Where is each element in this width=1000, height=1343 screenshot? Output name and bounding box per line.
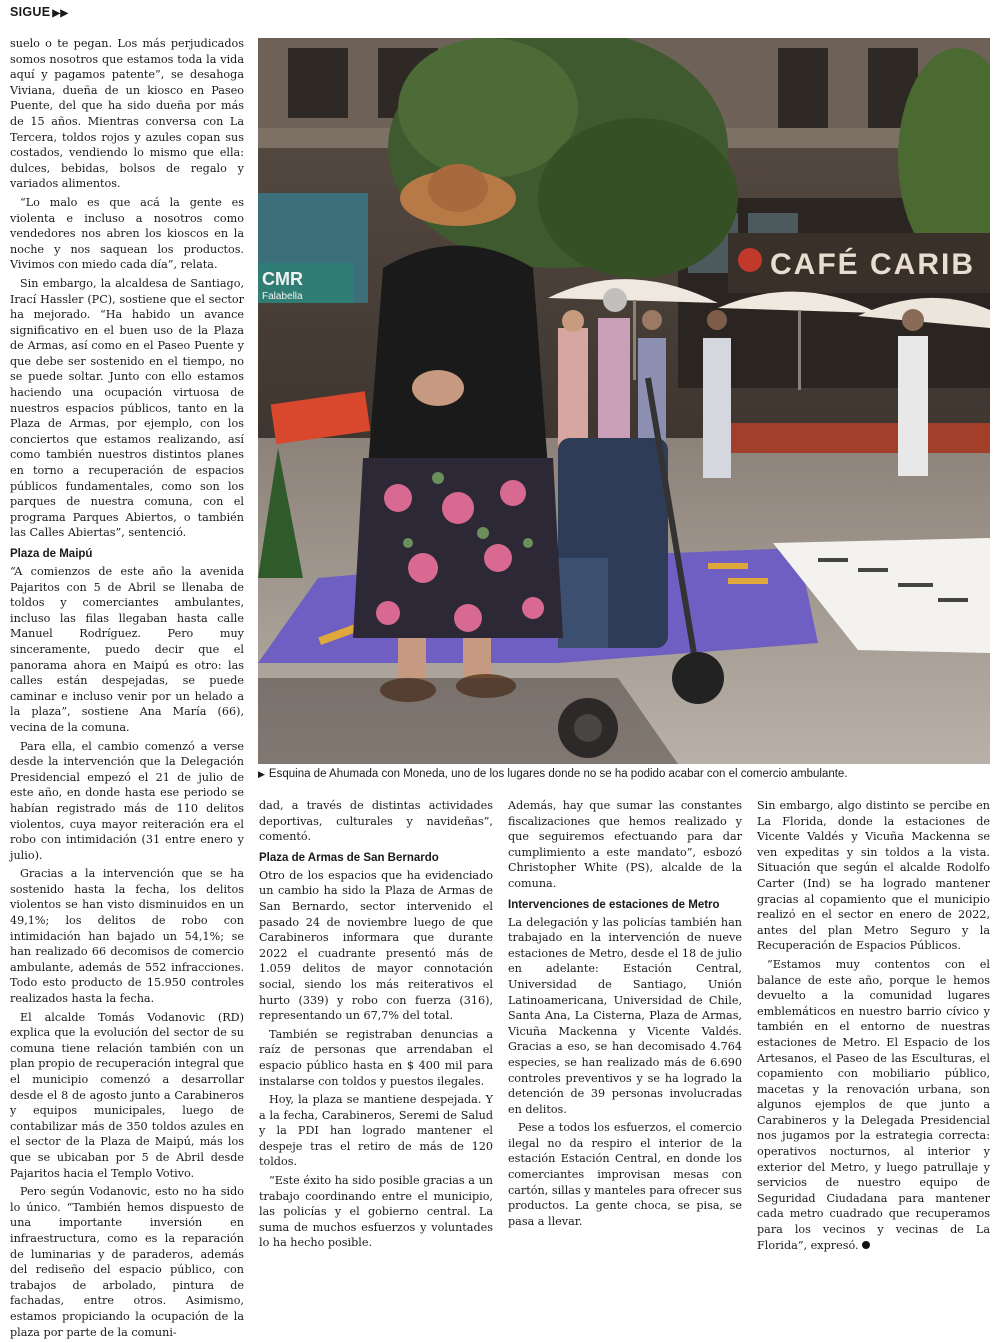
paragraph: dad, a través de distintas actividades deportivas, culturales y navideñas”, comentó. [259, 799, 493, 844]
paragraph: “Este éxito ha sido posible gracias a un trabajo coordinando entre el municipio, las policías y el gobierno central. La suma de muchos esfuerzos y voluntades lo ha hecho posible. [259, 1174, 493, 1250]
article-column-3 [508, 798, 742, 1232]
section-heading-maipu: Plaza de Maipú [10, 548, 93, 560]
paragraph: La delegación y las policías también han trabajado en la intervención de nueve estaciones de Metro, desde el 18 de julio en adelante: Estación Central, Universidad de Santiago, Unión Latinoamericana, Universidad de Chile, Santa Ana, La Cisterna, Plaza de Armas, Vicuña Mackenna y Vicente Valdés. Gracias a eso, se han decomisado 4.764 especies, se han realizado más de 6.690 controles preventivos y se ha logrado la detención de 39 personas involucradas en delitos. [508, 915, 742, 1116]
paragraph: Pese a todos los esfuerzos, el comercio ilegal no da respiro el interior de la estación Estación Central, en donde los comerciantes improvisan mesas con cartón, sillas y manteles para ofrecer sus productos. La gente choca, se pisa, se pasa a llevar. [508, 1121, 742, 1228]
end-of-article-dot-icon [862, 1241, 870, 1249]
paragraph-text: “Estamos muy contentos con el balance de este año, porque le hemos devuelto a la comunidad lugares emblemáticos en nuestro barrio cívico y también en el entorno de nuestras estaciones de Metro. El Espacio de los Artesanos, el Paseo de las Esculturas, el copamiento con mobiliario público, macetas y la renovación urbana, son algunos ejemplos de que junto a Carabineros y la Delegada Presidencial nos jugamos por la estrategia correcta: operativos nocturnos, al interior y exterior del Metro, y luego patrullaje y servicios de nuestro equipo de Seguridad Ciudadana para mantener cada metro cuadrado que recuperamos para los vecinos y vecinas de La Florida”, expresó. [757, 957, 990, 1252]
caption-arrow-icon: ▶ [258, 769, 265, 779]
store-sign-cmr: CMR [262, 269, 303, 289]
continued-text: SIGUE [10, 5, 51, 19]
paragraph: Además, hay que sumar las constantes fiscalizaciones que hemos realizado y que seguiremos efectuando para dar cumplimiento a este mandato”, esbozó Christopher White (PS), alcalde de la comuna. [508, 799, 742, 890]
caption-text: Esquina de Ahumada con Moneda, uno de los lugares donde no se ha podido acabar con el comercio ambulante. [268, 768, 848, 780]
store-sign-falabella: Falabella [262, 291, 303, 302]
paragraph: También se registraban denuncias a raíz de personas que arrendaban el espacio público hasta en $ 400 mil para instalarse con toldos y puestos ilegales. [259, 1027, 493, 1088]
paragraph: “A comienzos de este año la avenida Pajaritos con 5 de Abril se llenaba de toldos y comerciantes ambulantes, incluso las filas llegaban hasta calle Manuel Rodríguez. Pero muy sinceramente, puedo decir que el panorama ahora en Maipú es otro: las calles están despejadas, se puede caminar e incluso venir por un helado a la plaza”, sostiene Ana María (66), vecina de la comuna. [10, 565, 244, 734]
paragraph: Hoy, la plaza se mantiene despejada. Y a la fecha, Carabineros, Seremi de Salud y la PDI han logrado mantener el despeje tras el retiro de más de 120 toldos. [259, 1093, 493, 1169]
section-heading-metro: Intervenciones de estaciones de Metro [508, 898, 720, 911]
street-scene-illustration [258, 38, 990, 764]
paragraph: El alcalde Tomás Vodanovic (RD) explica que la evolución del sector de su comuna tiene relación también con un plan propio de recuperación integral que el municipio comenzó a desarrollar desde el 8 de agosto junto a Carabineros y equipos municipales, luego de contabilizar más de 350 toldos azules en el sector de la Plaza de Maipú, más los que se ubicaban por 5 de Abril desde Pajaritos hacia el Templo Votivo. [10, 1010, 244, 1180]
article-column-1 [10, 36, 244, 1343]
paragraph: suelo o te pegan. Los más perjudicados somos nosotros que estamos toda la vida aquí y pagamos patente”, se desahoga Viviana, dueña de un kiosco en Paseo Puente, del que ha sido dueña por más de 15 años. Mientras conversa con La Tercera, toldos rojos y azules copan sus costados, vendiendo lo mismo que ella: dulces, bebidas, bolsos de regalo y variados alimentos. [10, 37, 244, 191]
paragraph: Sin embargo, la alcaldesa de Santiago, Irací Hassler (PC), sostiene que el sector ha mejorado. “Ha habido un avance significativo en el buen uso de la Plaza de Armas, así como en el Paseo Puente y que debe ser sostenido en el tiempo, no se puede soltar. Junto con ello estamos haciendo una ocupación virtuosa de nuestros espacios públicos, tanto en la Plaza de Armas, por ejemplo, con los conciertos que estamos realizando, así como también nuestros distintos planes en torno a recuperación de espacios públicos fundamentales, como son los parques de nuestra comuna, con el programa Parques Abiertos, o también las Calles Abiertas”, sentenció. [10, 276, 244, 540]
continued-label [10, 5, 68, 19]
paragraph-final [757, 957, 990, 1253]
paragraph: Gracias a la intervención que se ha sostenido hasta la fecha, los delitos violentos se han visto disminuidos en un 49,1%; los delitos de robo con intimidación han bajado un 54,1%; se han realizado 66 decomisos de comercio ambulante, además de 552 infracciones. Todo esto producto de 15.950 controles realizados hasta la fecha. [10, 867, 244, 1006]
photo-caption [258, 767, 990, 781]
section-heading-san-bernardo: Plaza de Armas de San Bernardo [259, 851, 439, 864]
paragraph: Otro de los espacios que ha evidenciado un cambio ha sido la Plaza de Armas de San Bernardo, sector intervenido el pasado 24 de noviembre luego de que Carabineros informara que durante 2022 el cuadrante presentó más de 1.059 delitos de mayor connotación social, siendo los más reiterativos el hurto (339) y robo con fuerza (316), representando un 67,7% del total. [259, 868, 493, 1023]
paragraph: Sin embargo, algo distinto se percibe en La Florida, donde la estaciones de Vicente Valdés y Vicuña Mackenna se ven expeditas y sin toldos a la vista. Situación que según el alcalde Rodolfo Carter (Ind) se ha logrado mantener gracias al copamiento que el municipio realizó en el sector en enero de 2022, antes del plan Metro Seguro y la Recuperación de Espacios Públicos. [757, 799, 990, 953]
paragraph: “Lo malo es que acá la gente es violenta e incluso a nosotros como vendedores nos abren los kioscos en la noche y nos saquean los productos. Vivimos con miedo cada día”, relata. [10, 195, 244, 272]
paragraph: Para ella, el cambio comenzó a verse desde la intervención que la Delegación Presidencial empezó el 21 de julio de este año, en donde hasta ese periodo se habían registrado más de 110 delitos violentos, cuya mayor reiteración era el robo con intimidación (31 entre enero y julio). [10, 739, 244, 862]
paragraph: Pero según Vodanovic, esto no ha sido lo único. “También hemos dispuesto de una importante inversión en infraestructura, como es la reparación de luminarias y de paraderos, además del rediseño del espacio público, con trabajos de arbolado, pintura de fachadas, entre otros. Asimismo, estamos propiciando la ocupación de la plaza por parte de la comuni- [10, 1185, 244, 1339]
street-photo [258, 38, 990, 764]
article-column-2 [259, 798, 493, 1254]
continued-arrows-icon: ▶▶ [52, 8, 69, 19]
cafe-sign: CAFÉ CARIB [770, 248, 975, 281]
article-column-4 [757, 798, 990, 1256]
